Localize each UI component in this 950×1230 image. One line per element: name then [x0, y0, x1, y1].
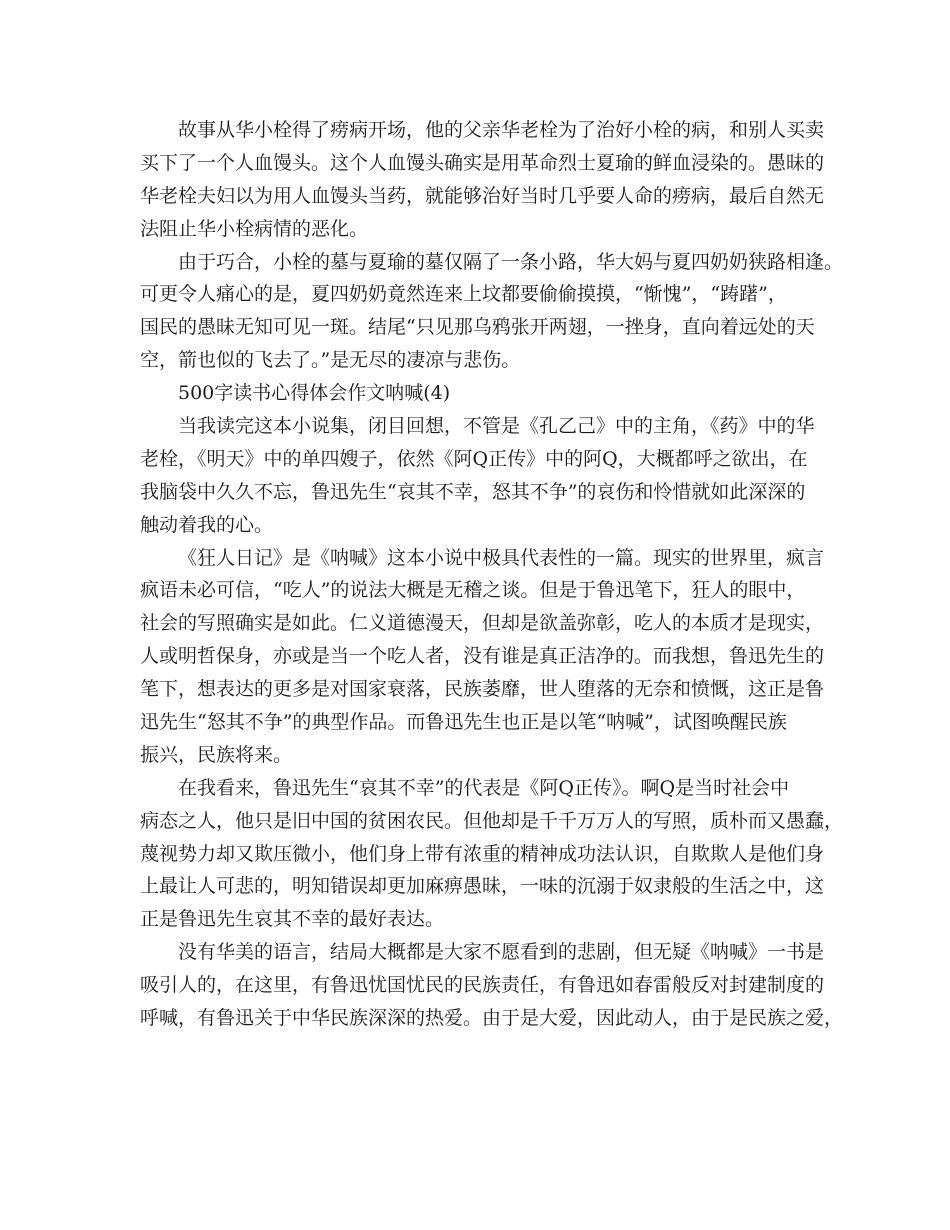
section-title: 500字读书心得体会作文呐喊(4) [178, 382, 451, 405]
text-line: 当我读完这本小说集，闭目回想，不管是《孔乙己》中的主角，《药》中的华 [178, 415, 815, 438]
text-line: 吸引人的，在这里，有鲁迅忧国忧民的民族责任，有鲁迅如春雷般反对封建制度的 [140, 974, 825, 997]
paragraph-graves [140, 246, 844, 378]
text-line: 可更令人痛心的是，夏四奶奶竟然连来上坟都要偷偷摸摸，“惭愧”，“踌躇”， [140, 283, 787, 306]
text-line: 迅先生“怒其不争”的典型作品。而鲁迅先生也正是以笔“呐喊”，试图唤醒民族 [140, 711, 787, 734]
text-line: 法阻止华小栓病情的恶化。 [140, 217, 369, 240]
text-line: 买下了一个人血馒头。这个人血馒头确实是用革命烈士夏瑜的鲜血浸染的。愚昧的 [140, 151, 825, 174]
section-heading [140, 377, 822, 410]
text-line: 由于巧合，小栓的墓与夏瑜的墓仅隔了一条小路，华大妈与夏四奶奶狭路相逢。 [178, 250, 844, 273]
text-line: 呼喊，有鲁迅关于中华民族深深的热爱。由于是大爱，因此动人，由于是民族之爱， [140, 1007, 844, 1030]
text-line: 人或明哲保身，亦或是当一个吃人者，没有谁是真正洁净的。而我想，鲁迅先生的 [140, 645, 825, 668]
text-line: 华老栓夫妇以为用人血馒头当药，就能够治好当时几乎要人命的痨病，最后自然无 [140, 184, 825, 207]
text-line: 蔑视势力却又欺压微小，他们身上带有浓重的精神成功法认识，自欺欺人是他们身 [140, 842, 825, 865]
paragraph-story-opening [140, 114, 825, 246]
text-line: 疯语未必可信，“吃人”的说法大概是无稽之谈。但是于鲁迅笔下，狂人的眼中， [140, 579, 806, 602]
text-line: 社会的写照确实是如此。仁义道德漫天，但却是欲盖弥彰，吃人的本质才是现实， [140, 612, 825, 635]
text-line: 上最让人可悲的，明知错误却更加麻痹愚昧，一味的沉溺于奴隶般的生活之中，这 [140, 875, 825, 898]
text-line: 空，箭也似的飞去了。”是无尽的凄凉与悲伤。 [140, 349, 521, 372]
text-line: 《狂人日记》是《呐喊》这本小说中极具代表性的一篇。现实的世界里，疯言 [178, 546, 825, 569]
text-line: 触动着我的心。 [140, 513, 274, 536]
text-line: 笔下，想表达的更多是对国家衰落，民族萎靡，世人堕落的无奈和愤慨，这正是鲁 [140, 678, 825, 701]
text-line: 我脑袋中久久不忘，鲁迅先生“哀其不幸，怒其不争”的哀伤和怜惜就如此深深的 [140, 480, 806, 503]
paragraph-conclusion [140, 936, 844, 1035]
paragraph-ah-q [140, 772, 844, 936]
text-line: 在我看来，鲁迅先生“哀其不幸”的代表是《阿Q正传》。啊Q是当时社会中 [178, 776, 790, 799]
text-line: 正是鲁迅先生哀其不幸的最好表达。 [140, 908, 445, 931]
text-line: 故事从华小栓得了痨病开场，他的父亲华老栓为了治好小栓的病，和别人买卖 [178, 119, 825, 141]
text-line: 老栓，《明天》中的单四嫂子，依然《阿Q正传》中的阿Q，大概都呼之欲出，在 [140, 447, 808, 470]
document-body [140, 114, 844, 1035]
text-line: 国民的愚昧无知可见一斑。结尾“只见那乌鸦张开两翅，一挫身，直向着远处的天 [140, 316, 815, 339]
paragraph-madman-diary [140, 542, 825, 772]
text-line: 病态之人，他只是旧中国的贫困农民。但他却是千千万万人的写照，质朴而又愚蠢， [140, 809, 844, 832]
paragraph-reading-reflection [140, 410, 822, 542]
text-line: 振兴，民族将来。 [140, 743, 293, 766]
text-line: 没有华美的语言，结局大概都是大家不愿看到的悲剧，但无疑《呐喊》一书是 [178, 941, 825, 964]
